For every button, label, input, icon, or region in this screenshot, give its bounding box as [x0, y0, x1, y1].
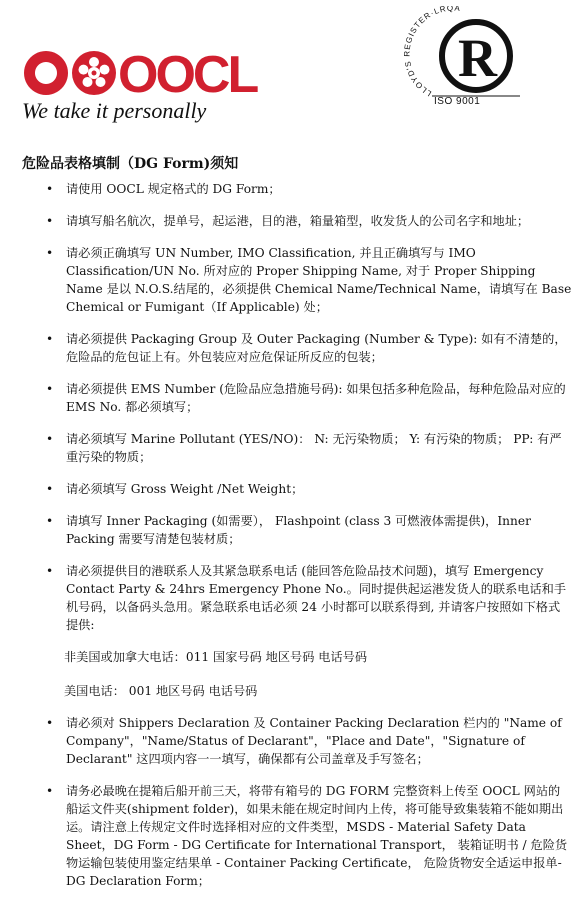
item-text: 请必须填写 Marine Pollutant (YES/NO)： N: 无污染物质； Y: 有污染的物质； PP: 有严重污染的物质；	[66, 432, 562, 464]
item-text: 请务必最晚在提箱后船开前三天，将带有箱号的 DG FORM 完整资料上传至 OOCL 网站的船运文件夹(shipment folder)，如果未能在规定时间内上传，将可能导致集装箱不能如期出运。请注意上传规定文件时选择相对应的文件类型，MSDS - Material Safety Data Sheet，DG Form - DG Certificate for International Transport， 装箱证明书 / 危险货物运输包装使用鉴定结果单 - Container Packing Certificate， 危险货物安全适运申报单- DG Declaration Form；	[66, 784, 568, 888]
item-text: 请必须提供目的港联系人及其紧急联系电话 (能回答危险品技术问题)，填写 Emergency Contact Party & 24hrs Emergency Phone No.。同时提供起运港发货人的联系电话和手机号码，以备码头急用。紧急联系电话必须 24 小时都可以联系得到, 并请客户按照如下格式提供:	[66, 564, 567, 632]
list-item	[0, 212, 586, 230]
bullet: •	[46, 332, 54, 346]
bullet: •	[46, 564, 54, 578]
bullet: •	[46, 514, 54, 528]
bullet: •	[46, 246, 54, 260]
document-header	[0, 0, 586, 130]
iso-badge: ISO 9001	[434, 96, 481, 107]
list-item	[0, 714, 586, 768]
bullet: •	[46, 214, 54, 228]
item-text: 请必须填写 Gross Weight /Net Weight；	[66, 482, 304, 496]
bullet: •	[46, 716, 54, 730]
instruction-list	[0, 180, 586, 904]
bullet: •	[46, 482, 54, 496]
bullet: •	[46, 182, 54, 196]
phone-format-international: 非美国或加拿大电话：011 国家号码 地区号码 电话号码	[64, 650, 368, 664]
list-item	[0, 330, 586, 366]
bullet: •	[46, 382, 54, 396]
list-item	[0, 380, 586, 416]
oocl-logo	[24, 46, 257, 104]
item-text: 请必须正确填写 UN Number, IMO Classification, 并且正确填写与 IMO Classification/UN No. 所对应的 Proper Shipping Name, 对于 Proper Shipping Name 是以 N.O.S.结尾的，必须提供 Chemical Name/Technical Name，请填写在 Base Chemical or Fumigant（If Applicable) 处；	[66, 246, 572, 314]
phone-format-us: 美国电话： 001 地区号码 电话号码	[64, 684, 258, 698]
item-text: 请使用 OOCL 规定格式的 DG Form；	[66, 182, 281, 196]
oocl-logo-text: OOCL	[118, 46, 257, 104]
item-text: 请必须提供 Packaging Group 及 Outer Packaging (Number & Type): 如有不清楚的，危险品的危包证上有。外包装应对应危保证所反应的包装；	[66, 332, 567, 364]
list-item	[0, 512, 586, 548]
item-text: 请必须提供 EMS Number (危险品应急措施号码): 如果包括多种危险品，每种危险品对应的 EMS No. 都必须填写；	[66, 382, 566, 414]
list-item	[0, 562, 586, 700]
list-item	[0, 244, 586, 316]
tagline: We take it personally	[22, 98, 207, 123]
seal-letter: R	[458, 28, 497, 88]
page-title: 危险品表格填制（DG Form)须知	[22, 156, 239, 172]
bullet: •	[46, 432, 54, 446]
list-item	[0, 180, 586, 198]
item-text: 请必须对 Shippers Declaration 及 Container Packing Declaration 栏内的 "Name of Company"，"Name/Status of Declarant"，"Place and Date"，"Signature of Declarant" 这四项内容一一填写，确保都有公司盖章及手写签名；	[66, 716, 562, 766]
lrqa-certification-seal	[384, 6, 524, 108]
list-item	[0, 782, 586, 890]
item-text: 请填写船名航次，提单号，起运港，目的港，箱量箱型，收发货人的公司名字和地址；	[66, 214, 530, 228]
list-item	[0, 430, 586, 466]
item-text: 请填写 Inner Packaging (如需要）， Flashpoint (class 3 可燃液体需提供)，Inner Packing 需要写清楚包装材质；	[66, 514, 531, 546]
seal-ring-text: LLOYD'S REGISTER·LRQA	[402, 6, 462, 99]
list-item	[0, 480, 586, 498]
bullet: •	[46, 784, 54, 798]
